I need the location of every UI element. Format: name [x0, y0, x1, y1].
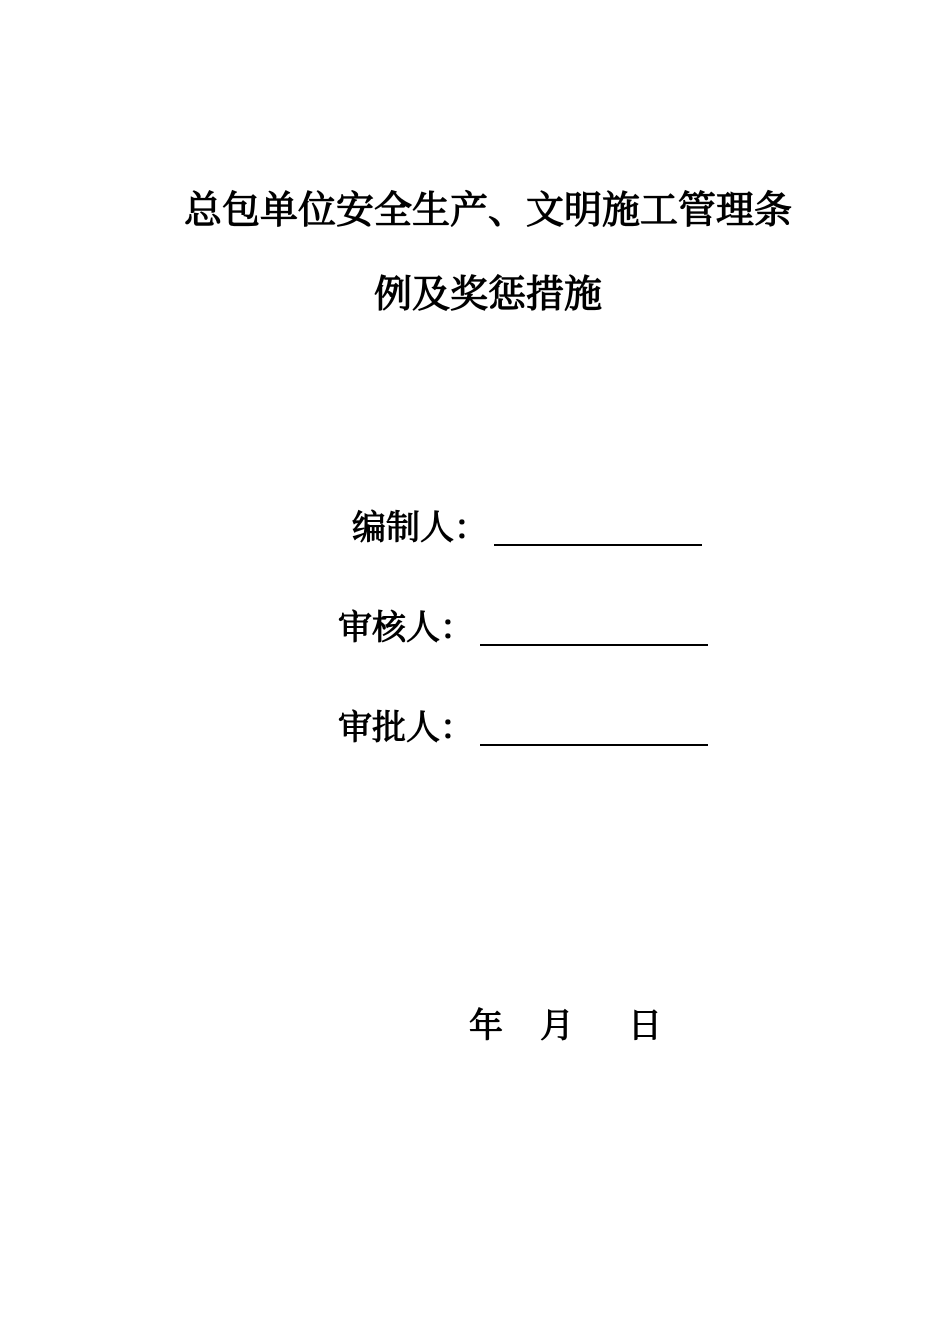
reviewer-signature-row	[338, 602, 708, 650]
compiler-signature-blank	[494, 544, 702, 546]
approver-signature-blank	[480, 744, 708, 746]
date-day-label: 日	[628, 1006, 662, 1046]
document-title-line-2: 例及奖惩措施	[373, 271, 602, 316]
compiler-signature-row	[352, 502, 702, 550]
approver-signature-row	[338, 702, 708, 750]
approver-label: 审批人：	[338, 708, 474, 748]
reviewer-signature-blank	[480, 644, 708, 646]
date-year-label: 年	[469, 1006, 503, 1046]
date-month-label: 月	[540, 1006, 574, 1046]
reviewer-label: 审核人：	[338, 608, 474, 648]
compiler-label: 编制人：	[352, 508, 488, 548]
document-title-line-1: 总包单位安全生产、文明施工管理条	[183, 187, 792, 232]
